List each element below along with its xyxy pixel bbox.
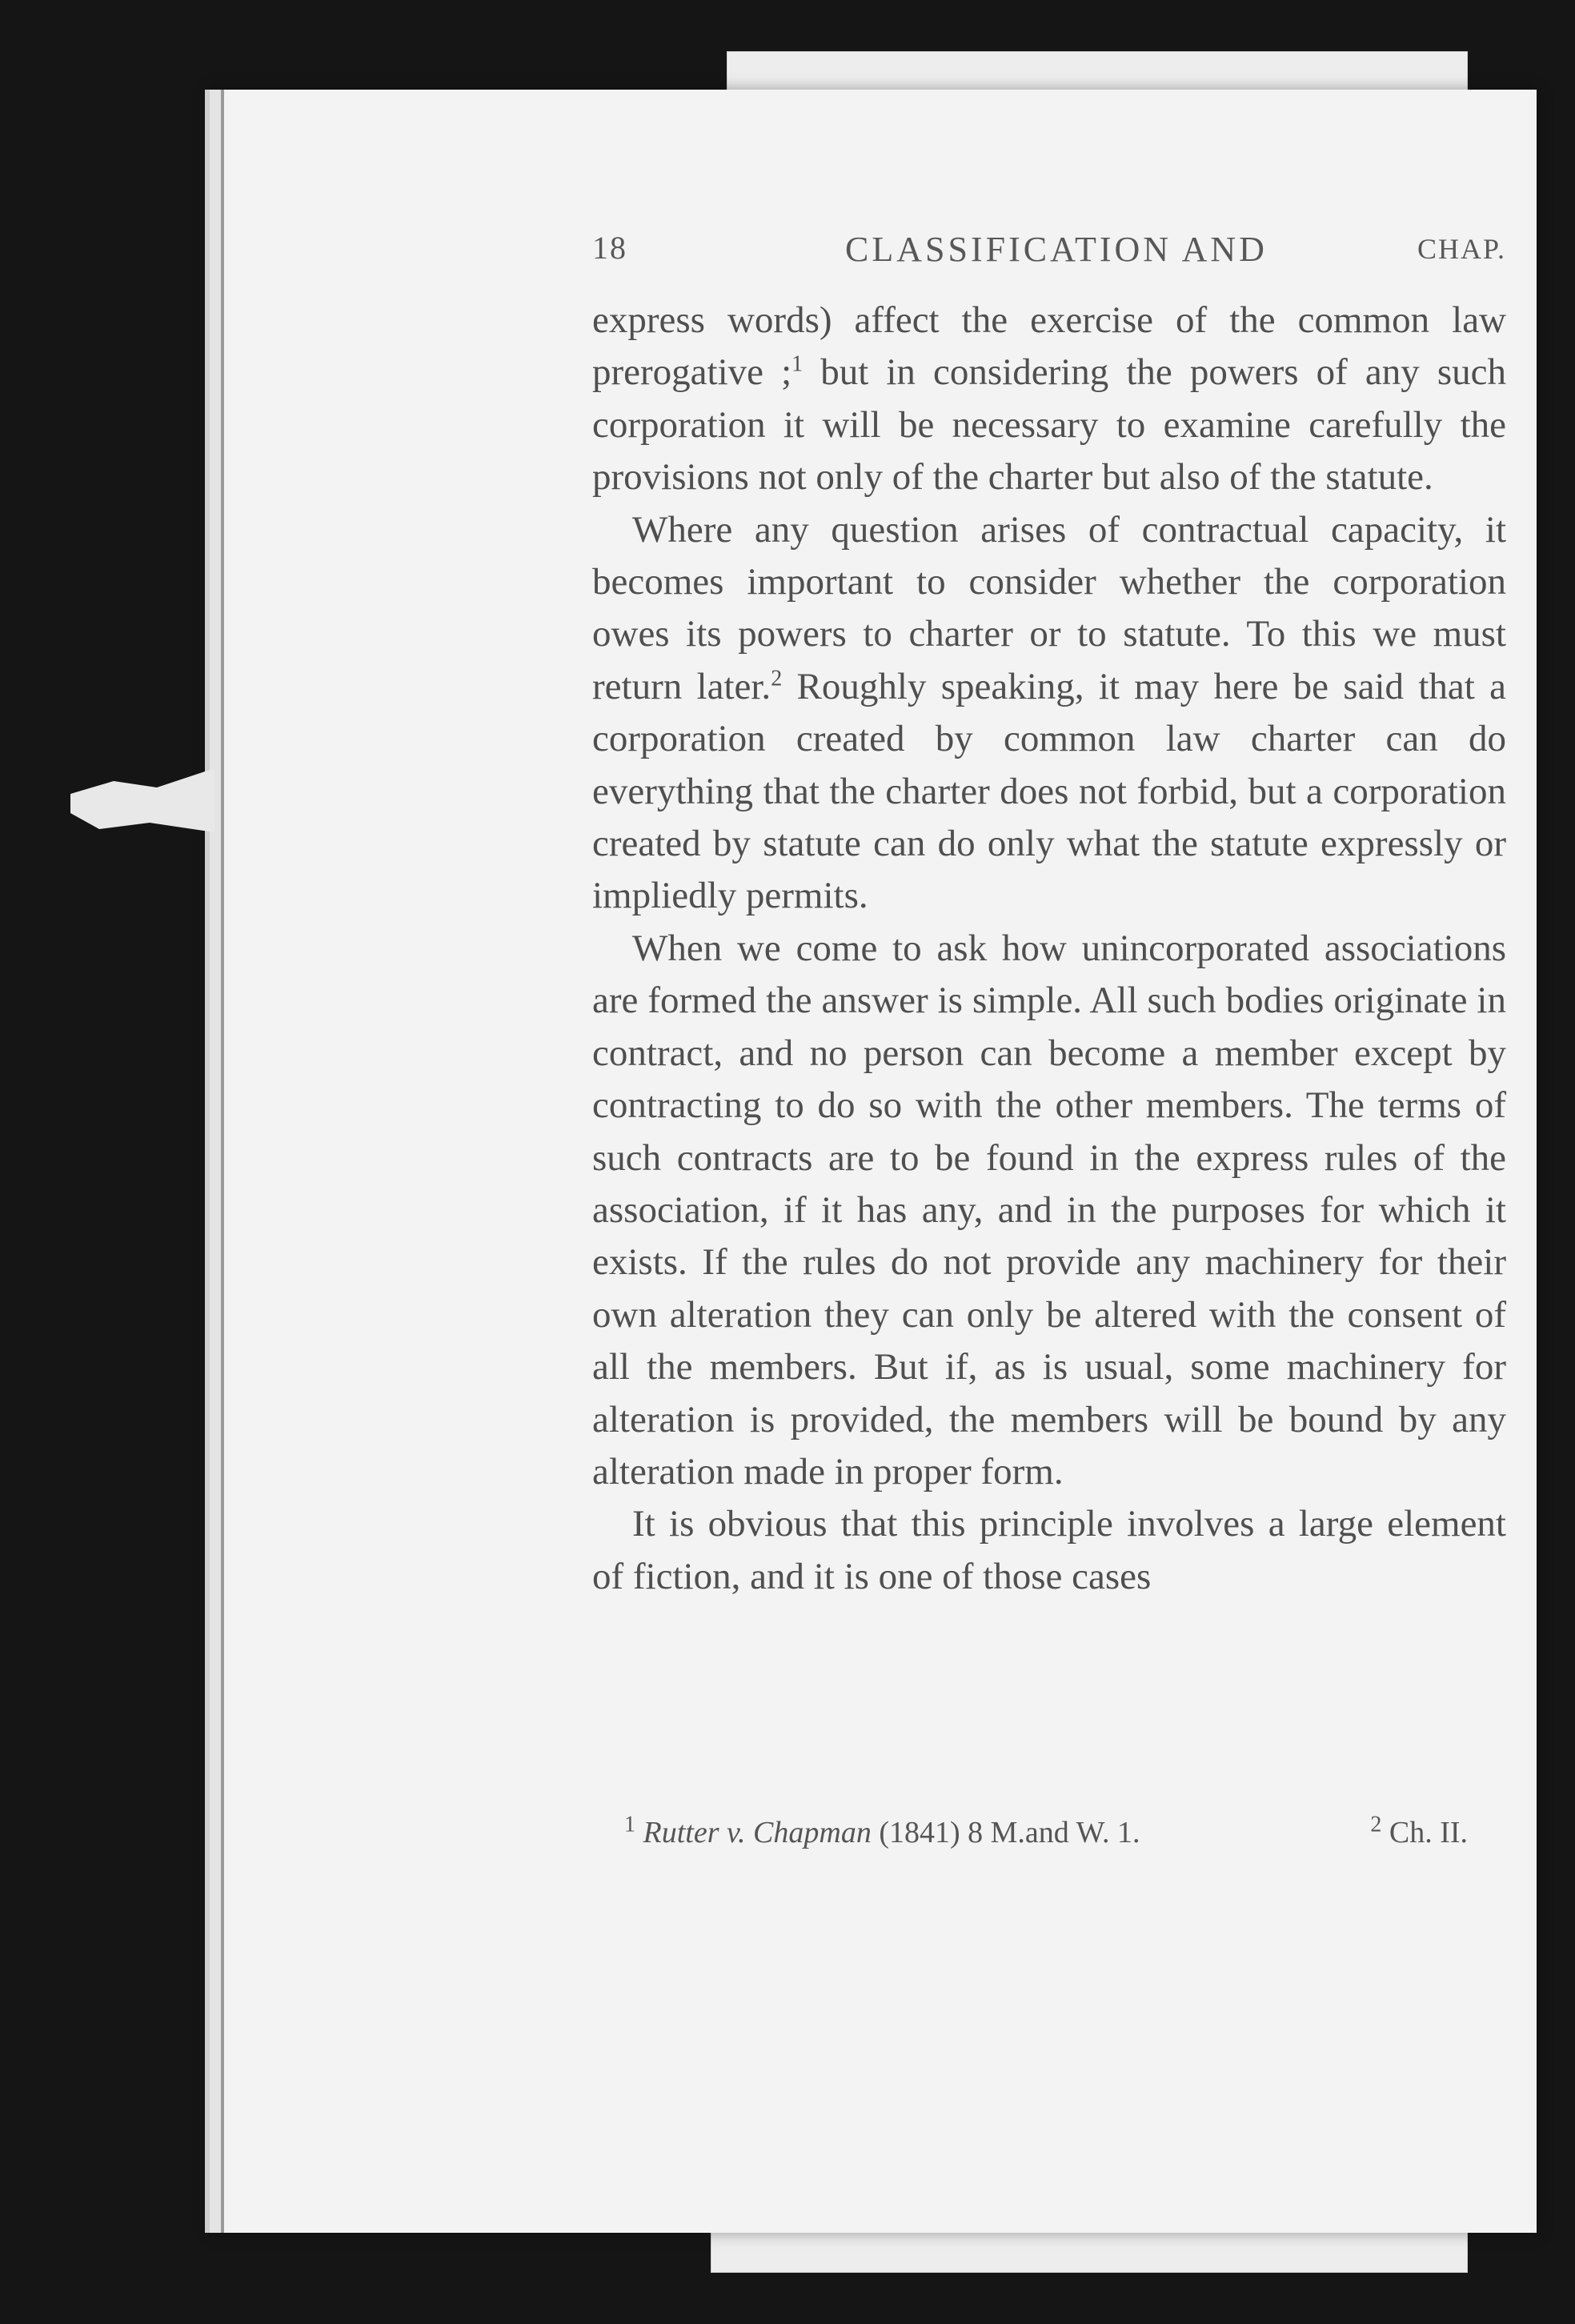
- paragraph-1: [592, 295, 1506, 504]
- paragraph-2-text-a: Where any question arises of contractual capacity, it becomes important to consider whether the corporation owes its powers to charter or to statute. To this we must return later.: [592, 508, 1506, 707]
- footnote-1-citation: (1841) 8 M.and W. 1.: [879, 1816, 1140, 1849]
- footnote-2-mark: 2: [1370, 1812, 1382, 1837]
- paragraph-1-text-a: express words) affect the exercise of the common law prerogative ;: [592, 299, 1506, 394]
- chapter-label: CHAP.: [1417, 233, 1506, 265]
- footnote-1: [624, 1812, 1140, 1850]
- paragraph-4: It is obvious that this principle involves a large element of fiction, and it is one of those cases: [592, 1503, 1506, 1597]
- footnote-1-mark: 1: [624, 1812, 635, 1837]
- torn-paper-fragment: [70, 768, 214, 832]
- footnote-mark-2: 2: [771, 666, 783, 691]
- paragraph-2: [592, 504, 1506, 923]
- footnote-2-text: Ch. II.: [1389, 1816, 1468, 1849]
- page-number: 18: [592, 230, 627, 266]
- footnote-2: [1370, 1812, 1468, 1850]
- running-title: CLASSIFICATION AND: [845, 230, 1268, 269]
- body-text: [592, 295, 1506, 1603]
- paragraph-1-text-b: but in considering the powers of any such corporation it will be necessary to examine carefully the provisions not only of the charter but also of the statute.: [592, 351, 1506, 499]
- footnote-mark-1: 1: [792, 351, 804, 377]
- page-spine-edge: [221, 90, 224, 2233]
- running-header: [592, 229, 1506, 269]
- footnotes: [624, 1812, 1468, 1850]
- paragraph-2-text-b: Roughly speaking, it may here be said that a corporation created by common law charter can do everything that the charter does not forbid, but a corporation created by statute can do only what the statute expressly or impliedly permits.: [592, 665, 1507, 917]
- paragraph-3: When we come to ask how unincorporated associations are formed the answer is simple. All such bodies originate in contract, and no person can become a member except by contracting to do so with the other members. The terms of such contracts are to be found in the express rules of the association, if it has any, and in the purposes for which it exists. If the rules do not provide any machinery for their own alteration they can only be altered with the consent of all the members. But if, as is usual, some machinery for alteration is provided, the members will be bound by any alteration made in proper form.: [592, 927, 1506, 1493]
- footnote-1-case: Rutter v. Chapman: [643, 1816, 872, 1849]
